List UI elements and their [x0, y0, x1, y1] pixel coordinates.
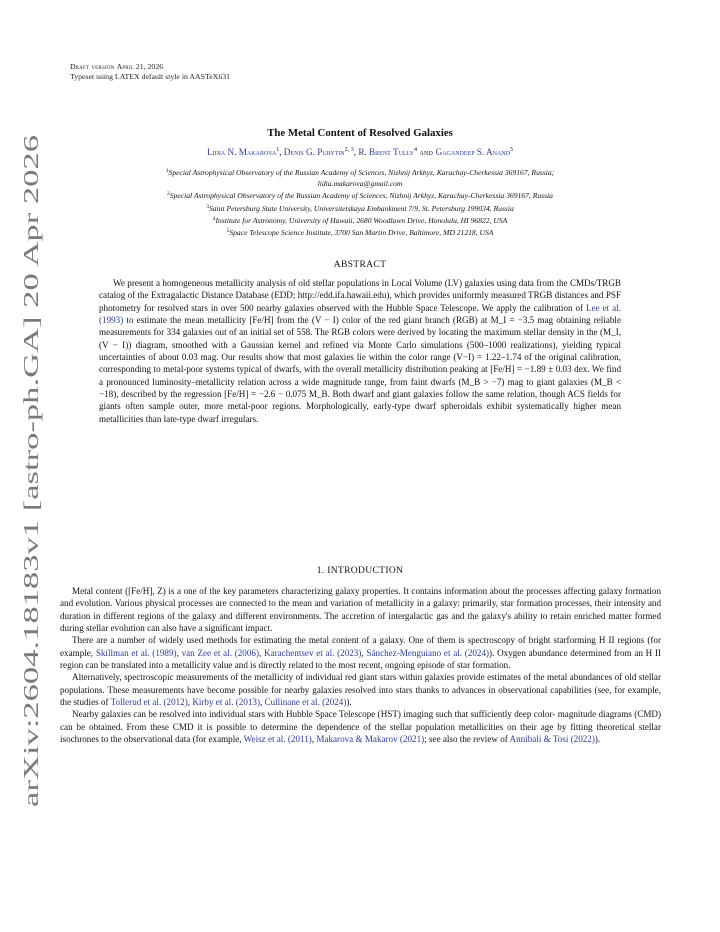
affiliation-text: Special Astrophysical Observatory of the Russian Academy of Sciences, Nizhnij Arkhyz, Karachay-Cherkessia 369167, Russia; [168, 168, 555, 177]
text-run: , [176, 647, 182, 658]
affiliation-sup: 5 [226, 228, 230, 235]
text-run: ; see also the review of [424, 734, 510, 745]
affiliation-sup: 3 [206, 203, 209, 210]
text-run: , [258, 647, 265, 658]
citation-link[interactable]: van Zee et al. (2006) [181, 647, 259, 658]
introduction-body [60, 585, 661, 745]
affiliation [60, 214, 660, 226]
draft-version-line [70, 62, 230, 72]
citation-link[interactable]: Lee et al. (1993) [99, 302, 621, 326]
citation-link[interactable]: Karachentsev et al. (2023) [264, 647, 362, 658]
affiliation-sup: 2 [167, 191, 170, 198]
affiliation-email[interactable] [60, 178, 660, 189]
affiliation-list [60, 166, 660, 238]
affiliation-text: Space Telescope Science Institute, 3700 San Martin Drive, Baltimore, MD 21218, USA [229, 228, 494, 238]
text-run: Nearby galaxies can be resolved into individual stars with Hubble Space Telescope (HST) imaging such that sufficiently deep color- magnitude diagrams (CMD) can be obtained. From these CMD it is possible to determine the dependence of the stellar population metallicities on their age by fitting theoretical stellar isochrones to the observational data (for example, [60, 709, 661, 745]
text-run: , [361, 647, 367, 658]
affiliation [60, 166, 660, 178]
author-link[interactable]: R. Brent Tully [358, 147, 414, 157]
citation-link[interactable]: Tollerud et al. (2012) [110, 697, 188, 708]
draft-prefix: D [70, 62, 76, 71]
author-list [0, 147, 720, 157]
author-separator: , [353, 147, 359, 157]
citation-link[interactable]: Kirby et al. (2013) [192, 697, 260, 708]
author-link[interactable]: Gagandeep S. Anand [435, 147, 510, 157]
abstract-heading: ABSTRACT [333, 259, 387, 270]
text-run: ). [594, 734, 601, 745]
author-link[interactable]: Lidia N. Makarova [206, 147, 277, 157]
text-run: ). Oxygen abundance determined from an H II region can be translated into a metallicity value and is directly related to the most recent, ongoing episode of star formation. [60, 647, 662, 671]
citation-link[interactable]: Skillman et al. (1989) [95, 647, 177, 658]
affiliation-text: Institute for Astronomy, University of Hawaii, 2680 Woodlawn Drive, Honolulu, HI 96822, USA [215, 215, 508, 225]
abstract-part: to estimate the mean metallicity [Fe/H] from the (V − I) color of the red giant branch (RGB) at M_I = −3.5 mag obtaining reliable measurements for 334 galaxies out of an initial set of 558. The RGB colors were derived by locating the maximum stellar density in the (M_I, (V − I)) diagram, smoothed with a Gaussian kernel and refined via Monte Carlo simulations (500–1000 realizations), yielding typical uncertainties of about 0.03 mag. Our results show that most galaxies lie within the color range (V−I) = 1.22–1.74 of the original calibration, corresponding to metal-poor systems typical of dwarfs, with the overall metallicity distribution peaking at [Fe/H] = −1.89 ± 0.03 dex. We find a pronounced luminosity–metallicity relation across a wide magnitude range, from faint dwarfs (M_B > −7) mag to giant galaxies (M_B < −18), described by the regression [Fe/H] = −2.6 − 0.075 M_B. Both dwarf and giant galaxies follow the same relation, though ACS fields for giants often sample outer, more metal-poor regions. Morphologically, early-type dwarf spheroidals exhibit systematically higher mean metallicities than late-type dwarf irregulars. [99, 315, 621, 424]
author-affil-sup: 1 [276, 147, 280, 153]
affiliation-sup: 4 [212, 215, 216, 222]
citation-link[interactable]: Weisz et al. (2011) [243, 734, 312, 745]
affiliation [60, 226, 660, 238]
text-run: , [187, 697, 193, 708]
author-affil-sup: 5 [510, 147, 513, 153]
draft-date: 21, 2026 [133, 62, 164, 71]
section-heading: 1. INTRODUCTION [316, 565, 404, 576]
text-run: There are a number of widely used methods for estimating the metal content of a galaxy. One of them is spectroscopy of bright starforming H II regions (for example, [60, 635, 661, 658]
paragraph [60, 671, 661, 708]
abstract-part: We present a homogeneous metallicity analysis of old stellar populations in Local Volume (LV) galaxies using data from the CMDs/TRGB catalog of the Extragalactic Distance Database (EDD; http://edd.ifa.hawaii.edu), which provides uniformly measured TRGB distances and PSF photometry for resolved stars in over 500 nearby galaxies observed with the Hubble Space Telescope. We apply the calibration of [99, 278, 621, 313]
citation-link[interactable]: Makarova & Makarov (2021) [316, 734, 425, 745]
affiliation-text: Special Astrophysical Observatory of the Russian Academy of Sciences, Nizhnij Arkhyz, Karachay-Cherkessia 369167, Russia [169, 191, 553, 201]
citation-link[interactable]: Annibali & Tosi (2022) [509, 734, 595, 745]
draft-header [70, 62, 230, 82]
affiliation [60, 189, 660, 201]
author-and: and [416, 147, 436, 157]
affiliation [60, 202, 660, 214]
typeset-line: Typeset using LATEX default style in AASTeX631 [70, 72, 231, 81]
affiliation-text: Saint Petersburg State University, Universitetskaya Embankment 7/9, St. Petersburg 199034, Russia [208, 203, 514, 213]
citation-link[interactable]: Cullinane et al. (2024) [264, 697, 347, 708]
paper-title: The Metal Content of Resolved Galaxies [267, 127, 453, 139]
arxiv-identifier: arXiv:2604.18183v1 [astro-ph.GA] 20 Apr 2026 [19, 398, 43, 807]
author-separator: , [279, 147, 284, 157]
affiliation-sup: 1 [165, 168, 169, 174]
text-run: , [260, 697, 265, 708]
author-affil-sup: 4 [413, 147, 417, 153]
draft-label: raft version [75, 62, 117, 71]
abstract-text [99, 277, 621, 425]
email-link[interactable]: lidia.makarova@gmail.com [317, 179, 403, 189]
draft-month-cap: A [116, 62, 123, 71]
arxiv-sidebar [8, 130, 46, 810]
text-run: ). [346, 697, 352, 708]
text-run: Alternatively, spectroscopic measurements of the metallicity of individual red giant stars within galaxies provide estimates of the metal abundances of old stellar populations. These measurements have become possible for nearby galaxies resolved into stars thanks to advances in observational capabilities (see, for example, the studies of [60, 672, 661, 708]
paragraph [60, 634, 661, 671]
draft-month: pril [122, 62, 134, 71]
paragraph: Metal content ([Fe/H], Z) is a one of the key parameters characterizing galaxy properties. It contains information about the processes affecting galaxy formation and evolution. Various physical processes are connected to the mean and variation of metallicity in a galaxy: primarily, star formation processes, their intensity and duration in different regions of the galaxy and different environments. The accretion of intergalactic gas and the galaxy's ability to retain enriched matter formed during stellar evolution can also have a significant impact. [60, 586, 661, 634]
author-affil-sup: 2, 3 [344, 147, 354, 153]
text-run: , [311, 734, 317, 745]
citation-link[interactable]: Sánchez-Menguiano et al. (2024) [366, 647, 490, 658]
author-link[interactable]: Denis G. Purytin [283, 147, 345, 157]
paragraph [60, 708, 661, 745]
